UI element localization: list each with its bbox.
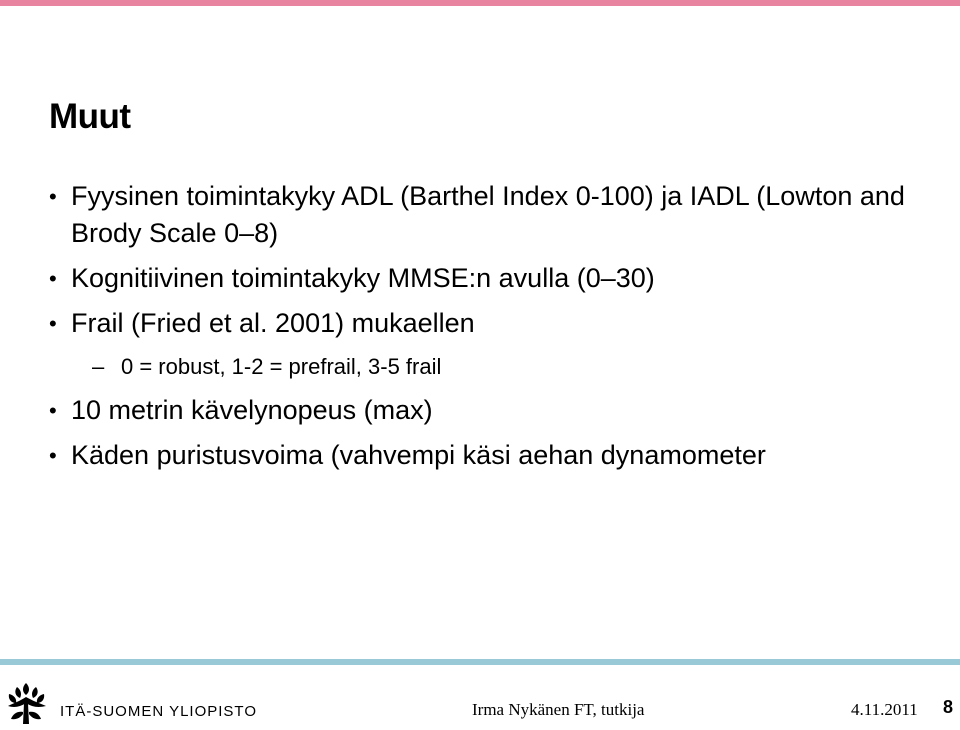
bullet-icon: • — [49, 398, 57, 423]
bottom-divider — [0, 659, 960, 665]
dash-icon: – — [92, 354, 105, 379]
top-divider — [0, 0, 960, 6]
bullet-item — [49, 437, 929, 474]
bullet-text: Kognitiivinen toimintakyky MMSE:n avulla (0–30) — [71, 263, 655, 293]
bullet-item — [49, 392, 929, 429]
sub-bullet-item — [92, 352, 441, 382]
bullet-text: Frail (Fried et al. 2001) mukaellen — [71, 308, 475, 338]
slide-title: Muut — [49, 97, 131, 136]
university-name: ITÄ-SUOMEN YLIOPISTO — [60, 703, 257, 720]
bullet-icon: • — [49, 184, 57, 209]
bullet-item — [49, 178, 929, 252]
footer-date: 4.11.2011 — [851, 700, 918, 719]
footer-author: Irma Nykänen FT, tutkija — [472, 700, 645, 719]
bullet-text: Fyysinen toimintakyky ADL (Barthel Index 0-100) ja IADL (Lowton and Brody Scale 0–8) — [71, 181, 905, 248]
bullet-text: Käden puristusvoima (vahvempi käsi aehan dynamometer — [71, 440, 766, 470]
bullet-item — [49, 305, 929, 342]
bullet-icon: • — [49, 266, 57, 291]
bullet-icon: • — [49, 311, 57, 336]
bullet-icon: • — [49, 443, 57, 468]
bullet-text: 10 metrin kävelynopeus (max) — [71, 395, 433, 425]
bullet-item — [49, 260, 929, 297]
page-number: 8 — [943, 697, 954, 717]
sub-bullet-text: 0 = robust, 1-2 = prefrail, 3-5 frail — [121, 354, 442, 379]
university-logo-icon — [6, 679, 50, 727]
